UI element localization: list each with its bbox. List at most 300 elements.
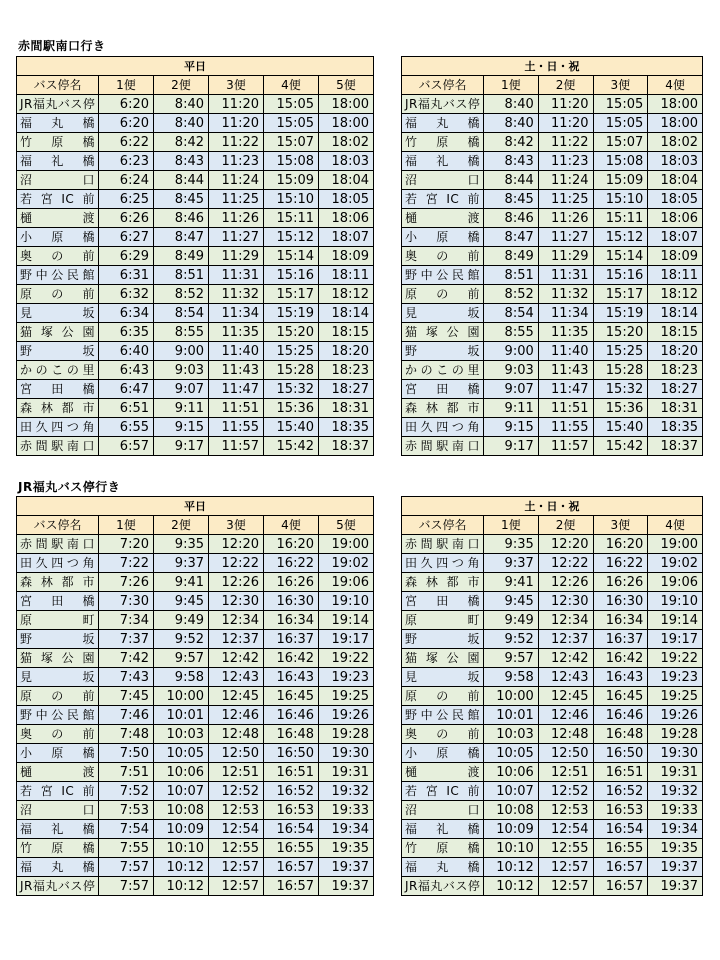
departure-time-cell: 6:25 — [99, 190, 154, 209]
table-row — [17, 668, 374, 687]
group-header: 土・日・祝 — [402, 497, 703, 516]
departure-time-cell: 15:05 — [264, 95, 319, 114]
departure-time-cell: 16:57 — [264, 858, 319, 877]
departure-time-cell: 15:17 — [593, 285, 648, 304]
departure-time-cell: 19:33 — [648, 801, 703, 820]
departure-time-cell: 12:45 — [538, 687, 593, 706]
stop-name-cell: 原の前 — [402, 687, 484, 706]
departure-time-cell: 11:24 — [209, 171, 264, 190]
stop-name-cell: 小原橋 — [402, 744, 484, 763]
group-header: 土・日・祝 — [402, 57, 703, 76]
departure-time-cell: 10:09 — [154, 820, 209, 839]
table-row — [402, 725, 703, 744]
departure-time-cell: 9:37 — [154, 554, 209, 573]
departure-time-cell: 7:43 — [99, 668, 154, 687]
table-row — [402, 247, 703, 266]
stop-name-cell: 見坂 — [17, 304, 99, 323]
departure-time-cell: 11:51 — [538, 399, 593, 418]
departure-time-cell: 10:12 — [484, 858, 539, 877]
table-row — [402, 782, 703, 801]
departure-time-cell: 18:12 — [648, 285, 703, 304]
departure-time-cell: 11:22 — [538, 133, 593, 152]
holiday-timetable-to-akama — [401, 56, 703, 456]
table-row — [402, 171, 703, 190]
stop-name-cell: 小原橋 — [17, 228, 99, 247]
departure-time-cell: 11:31 — [209, 266, 264, 285]
departure-time-cell: 19:30 — [319, 744, 374, 763]
departure-time-cell: 10:01 — [154, 706, 209, 725]
departure-time-cell: 15:10 — [264, 190, 319, 209]
stop-name-cell: 竹原橋 — [17, 839, 99, 858]
departure-time-cell: 19:14 — [319, 611, 374, 630]
departure-time-cell: 8:55 — [484, 323, 539, 342]
departure-time-cell: 11:57 — [209, 437, 264, 456]
departure-time-cell: 12:42 — [538, 649, 593, 668]
departure-time-cell: 11:47 — [538, 380, 593, 399]
table-row — [17, 399, 374, 418]
stop-name-cell: 沼口 — [17, 171, 99, 190]
departure-time-cell: 10:01 — [484, 706, 539, 725]
departure-time-cell: 6:47 — [99, 380, 154, 399]
table-row — [402, 630, 703, 649]
table-row — [17, 763, 374, 782]
departure-time-cell: 16:57 — [264, 877, 319, 896]
departure-time-cell: 9:41 — [154, 573, 209, 592]
departure-time-cell: 12:43 — [538, 668, 593, 687]
column-header: 1便 — [484, 516, 539, 535]
stop-name-cell: 野中公民館 — [17, 266, 99, 285]
stop-name-cell: 野坂 — [17, 342, 99, 361]
departure-time-cell: 11:31 — [538, 266, 593, 285]
table-row — [17, 630, 374, 649]
departure-time-cell: 15:40 — [593, 418, 648, 437]
departure-time-cell: 15:05 — [264, 114, 319, 133]
stop-name-cell: 福礼橋 — [17, 152, 99, 171]
departure-time-cell: 10:12 — [154, 858, 209, 877]
departure-time-cell: 16:52 — [264, 782, 319, 801]
stop-name-cell: 赤間駅南口 — [17, 437, 99, 456]
departure-time-cell: 7:50 — [99, 744, 154, 763]
departure-time-cell: 10:06 — [484, 763, 539, 782]
departure-time-cell: 15:14 — [264, 247, 319, 266]
departure-time-cell: 7:30 — [99, 592, 154, 611]
departure-time-cell: 10:03 — [484, 725, 539, 744]
column-header: 1便 — [99, 76, 154, 95]
column-header: 4便 — [648, 516, 703, 535]
departure-time-cell: 18:31 — [648, 399, 703, 418]
departure-time-cell: 6:23 — [99, 152, 154, 171]
departure-time-cell: 15:05 — [593, 95, 648, 114]
departure-time-cell: 16:42 — [264, 649, 319, 668]
departure-time-cell: 16:53 — [593, 801, 648, 820]
departure-time-cell: 18:03 — [319, 152, 374, 171]
stop-name-cell: 森林都市 — [402, 399, 484, 418]
departure-time-cell: 6:31 — [99, 266, 154, 285]
departure-time-cell: 16:51 — [264, 763, 319, 782]
departure-time-cell: 8:44 — [154, 171, 209, 190]
departure-time-cell: 8:40 — [154, 95, 209, 114]
departure-time-cell: 18:15 — [319, 323, 374, 342]
departure-time-cell: 8:54 — [484, 304, 539, 323]
departure-time-cell: 7:22 — [99, 554, 154, 573]
departure-time-cell: 6:40 — [99, 342, 154, 361]
departure-time-cell: 16:22 — [593, 554, 648, 573]
table-row — [402, 152, 703, 171]
departure-time-cell: 8:40 — [484, 114, 539, 133]
departure-time-cell: 12:48 — [209, 725, 264, 744]
departure-time-cell: 11:43 — [209, 361, 264, 380]
stop-name-cell: 原町 — [402, 611, 484, 630]
table-row — [17, 152, 374, 171]
stop-name-cell: 沼口 — [402, 801, 484, 820]
departure-time-cell: 12:50 — [538, 744, 593, 763]
departure-time-cell: 11:20 — [209, 114, 264, 133]
departure-time-cell: 12:37 — [538, 630, 593, 649]
table-row — [17, 592, 374, 611]
table-row — [17, 171, 374, 190]
stop-name-cell: 奥の前 — [402, 725, 484, 744]
departure-time-cell: 11:29 — [209, 247, 264, 266]
departure-time-cell: 18:04 — [648, 171, 703, 190]
stop-name-cell: 田久四つ角 — [17, 418, 99, 437]
departure-time-cell: 10:00 — [484, 687, 539, 706]
departure-time-cell: 8:42 — [484, 133, 539, 152]
departure-time-cell: 18:09 — [648, 247, 703, 266]
departure-time-cell: 16:50 — [593, 744, 648, 763]
table-row — [17, 304, 374, 323]
departure-time-cell: 15:16 — [593, 266, 648, 285]
departure-time-cell: 15:25 — [264, 342, 319, 361]
column-header: 1便 — [484, 76, 539, 95]
stop-name-cell: 宮田橋 — [17, 380, 99, 399]
departure-time-cell: 16:54 — [264, 820, 319, 839]
table-row — [17, 725, 374, 744]
table-row — [17, 418, 374, 437]
departure-time-cell: 19:06 — [319, 573, 374, 592]
departure-time-cell: 16:45 — [593, 687, 648, 706]
departure-time-cell: 12:52 — [209, 782, 264, 801]
departure-time-cell: 19:37 — [648, 877, 703, 896]
departure-time-cell: 19:25 — [648, 687, 703, 706]
departure-time-cell: 12:54 — [209, 820, 264, 839]
stop-name-cell: 福丸橋 — [402, 858, 484, 877]
departure-time-cell: 18:06 — [648, 209, 703, 228]
table-row — [402, 437, 703, 456]
stop-name-cell: 猫塚公園 — [402, 323, 484, 342]
stop-name-cell: 沼口 — [402, 171, 484, 190]
departure-time-cell: 11:55 — [209, 418, 264, 437]
departure-time-cell: 7:34 — [99, 611, 154, 630]
departure-time-cell: 8:44 — [484, 171, 539, 190]
departure-time-cell: 12:53 — [538, 801, 593, 820]
departure-time-cell: 12:30 — [209, 592, 264, 611]
departure-time-cell: 9:15 — [484, 418, 539, 437]
departure-time-cell: 8:46 — [154, 209, 209, 228]
departure-time-cell: 19:35 — [648, 839, 703, 858]
departure-time-cell: 12:54 — [538, 820, 593, 839]
departure-time-cell: 11:35 — [538, 323, 593, 342]
table-row — [402, 592, 703, 611]
departure-time-cell: 11:20 — [538, 114, 593, 133]
departure-time-cell: 18:00 — [319, 114, 374, 133]
table-row — [402, 573, 703, 592]
departure-time-cell: 15:09 — [593, 171, 648, 190]
departure-time-cell: 8:42 — [154, 133, 209, 152]
departure-time-cell: 10:00 — [154, 687, 209, 706]
column-header: バス停名 — [17, 76, 99, 95]
departure-time-cell: 11:40 — [538, 342, 593, 361]
departure-time-cell: 19:34 — [648, 820, 703, 839]
departure-time-cell: 19:10 — [319, 592, 374, 611]
stop-name-cell: 田久四つ角 — [402, 554, 484, 573]
departure-time-cell: 16:53 — [264, 801, 319, 820]
departure-time-cell: 11:27 — [209, 228, 264, 247]
departure-time-cell: 9:00 — [484, 342, 539, 361]
departure-time-cell: 19:02 — [648, 554, 703, 573]
departure-time-cell: 16:57 — [593, 858, 648, 877]
departure-time-cell: 9:49 — [154, 611, 209, 630]
table-row — [402, 820, 703, 839]
stop-name-cell: 野中公民館 — [402, 266, 484, 285]
departure-time-cell: 9:45 — [484, 592, 539, 611]
departure-time-cell: 6:51 — [99, 399, 154, 418]
departure-time-cell: 12:37 — [209, 630, 264, 649]
holiday-timetable-to-fukumaru — [401, 496, 703, 896]
departure-time-cell: 18:05 — [319, 190, 374, 209]
departure-time-cell: 8:45 — [484, 190, 539, 209]
departure-time-cell: 18:00 — [319, 95, 374, 114]
departure-time-cell: 8:43 — [154, 152, 209, 171]
stop-name-cell: 福丸橋 — [402, 114, 484, 133]
departure-time-cell: 19:23 — [319, 668, 374, 687]
table-row — [17, 706, 374, 725]
departure-time-cell: 15:08 — [593, 152, 648, 171]
column-header: 2便 — [538, 516, 593, 535]
departure-time-cell: 6:20 — [99, 95, 154, 114]
departure-time-cell: 11:20 — [209, 95, 264, 114]
departure-time-cell: 15:40 — [264, 418, 319, 437]
departure-time-cell: 12:55 — [209, 839, 264, 858]
departure-time-cell: 16:37 — [593, 630, 648, 649]
departure-time-cell: 16:48 — [593, 725, 648, 744]
departure-time-cell: 15:08 — [264, 152, 319, 171]
departure-time-cell: 19:31 — [648, 763, 703, 782]
departure-time-cell: 15:12 — [593, 228, 648, 247]
table-row — [402, 839, 703, 858]
departure-time-cell: 19:14 — [648, 611, 703, 630]
departure-time-cell: 6:22 — [99, 133, 154, 152]
departure-time-cell: 12:55 — [538, 839, 593, 858]
table-row — [402, 114, 703, 133]
stop-name-cell: 赤間駅南口 — [17, 535, 99, 554]
departure-time-cell: 18:09 — [319, 247, 374, 266]
stop-name-cell: 福礼橋 — [17, 820, 99, 839]
stop-name-cell: 小原橋 — [17, 744, 99, 763]
departure-time-cell: 18:03 — [648, 152, 703, 171]
column-header: バス停名 — [402, 76, 484, 95]
departure-time-cell: 18:11 — [319, 266, 374, 285]
departure-time-cell: 16:37 — [264, 630, 319, 649]
stop-name-cell: 赤間駅南口 — [402, 535, 484, 554]
departure-time-cell: 9:03 — [154, 361, 209, 380]
departure-time-cell: 8:49 — [484, 247, 539, 266]
departure-time-cell: 18:20 — [319, 342, 374, 361]
departure-time-cell: 15:25 — [593, 342, 648, 361]
departure-time-cell: 7:45 — [99, 687, 154, 706]
departure-time-cell: 12:46 — [538, 706, 593, 725]
departure-time-cell: 9:11 — [154, 399, 209, 418]
departure-time-cell: 6:20 — [99, 114, 154, 133]
table-row — [402, 763, 703, 782]
departure-time-cell: 6:55 — [99, 418, 154, 437]
stop-name-cell: 猫塚公園 — [17, 649, 99, 668]
departure-time-cell: 9:58 — [154, 668, 209, 687]
departure-time-cell: 16:55 — [593, 839, 648, 858]
departure-time-cell: 11:25 — [209, 190, 264, 209]
departure-time-cell: 16:30 — [264, 592, 319, 611]
departure-time-cell: 18:12 — [319, 285, 374, 304]
departure-time-cell: 15:28 — [593, 361, 648, 380]
departure-time-cell: 11:51 — [209, 399, 264, 418]
departure-time-cell: 11:29 — [538, 247, 593, 266]
stop-name-cell: 福丸橋 — [17, 114, 99, 133]
stop-name-cell: 宮田橋 — [402, 592, 484, 611]
departure-time-cell: 15:28 — [264, 361, 319, 380]
table-row — [17, 782, 374, 801]
stop-name-cell: 樋渡 — [402, 209, 484, 228]
departure-time-cell: 7:20 — [99, 535, 154, 554]
table-row — [402, 95, 703, 114]
departure-time-cell: 6:29 — [99, 247, 154, 266]
column-header: 3便 — [209, 516, 264, 535]
departure-time-cell: 6:34 — [99, 304, 154, 323]
departure-time-cell: 9:07 — [154, 380, 209, 399]
departure-time-cell: 11:40 — [209, 342, 264, 361]
departure-time-cell: 7:42 — [99, 649, 154, 668]
stop-name-cell: 若宮IC前 — [402, 782, 484, 801]
departure-time-cell: 8:49 — [154, 247, 209, 266]
departure-time-cell: 19:22 — [319, 649, 374, 668]
departure-time-cell: 11:32 — [538, 285, 593, 304]
departure-time-cell: 15:12 — [264, 228, 319, 247]
column-header: 5便 — [319, 76, 374, 95]
departure-time-cell: 19:23 — [648, 668, 703, 687]
departure-time-cell: 18:35 — [319, 418, 374, 437]
departure-time-cell: 9:03 — [484, 361, 539, 380]
stop-name-cell: 若宮IC前 — [17, 782, 99, 801]
departure-time-cell: 15:17 — [264, 285, 319, 304]
stop-name-cell: 樋渡 — [17, 209, 99, 228]
departure-time-cell: 15:10 — [593, 190, 648, 209]
departure-time-cell: 18:31 — [319, 399, 374, 418]
departure-time-cell: 9:57 — [484, 649, 539, 668]
departure-time-cell: 11:34 — [209, 304, 264, 323]
table-row — [17, 554, 374, 573]
departure-time-cell: 9:52 — [484, 630, 539, 649]
departure-time-cell: 6:43 — [99, 361, 154, 380]
departure-time-cell: 12:22 — [209, 554, 264, 573]
departure-time-cell: 18:02 — [319, 133, 374, 152]
column-header: 4便 — [264, 516, 319, 535]
table-row — [402, 687, 703, 706]
weekday-timetable-to-akama — [16, 56, 374, 456]
table-row — [17, 228, 374, 247]
departure-time-cell: 18:27 — [648, 380, 703, 399]
departure-time-cell: 11:57 — [538, 437, 593, 456]
departure-time-cell: 16:30 — [593, 592, 648, 611]
departure-time-cell: 10:03 — [154, 725, 209, 744]
departure-time-cell: 10:07 — [154, 782, 209, 801]
departure-time-cell: 7:55 — [99, 839, 154, 858]
departure-time-cell: 18:11 — [648, 266, 703, 285]
stop-name-cell: 見坂 — [402, 304, 484, 323]
departure-time-cell: 19:17 — [319, 630, 374, 649]
column-header: 1便 — [99, 516, 154, 535]
departure-time-cell: 16:57 — [593, 877, 648, 896]
departure-time-cell: 16:34 — [264, 611, 319, 630]
stop-name-cell: 奥の前 — [17, 725, 99, 744]
stop-name-cell: 奥の前 — [17, 247, 99, 266]
departure-time-cell: 11:32 — [209, 285, 264, 304]
stop-name-cell: 原の前 — [402, 285, 484, 304]
stop-name-cell: 原の前 — [17, 285, 99, 304]
departure-time-cell: 11:23 — [209, 152, 264, 171]
departure-time-cell: 6:26 — [99, 209, 154, 228]
stop-name-cell: 田久四つ角 — [402, 418, 484, 437]
departure-time-cell: 19:35 — [319, 839, 374, 858]
departure-time-cell: 19:25 — [319, 687, 374, 706]
stop-name-cell: 原町 — [17, 611, 99, 630]
departure-time-cell: 15:19 — [264, 304, 319, 323]
stop-name-cell: 野中公民館 — [402, 706, 484, 725]
departure-time-cell: 6:24 — [99, 171, 154, 190]
departure-time-cell: 18:23 — [319, 361, 374, 380]
departure-time-cell: 10:10 — [484, 839, 539, 858]
departure-time-cell: 19:10 — [648, 592, 703, 611]
column-header: 2便 — [154, 516, 209, 535]
table-row — [17, 437, 374, 456]
departure-time-cell: 8:45 — [154, 190, 209, 209]
departure-time-cell: 18:23 — [648, 361, 703, 380]
departure-time-cell: 9:07 — [484, 380, 539, 399]
stop-name-cell: JR福丸バス停 — [402, 95, 484, 114]
departure-time-cell: 18:00 — [648, 114, 703, 133]
departure-time-cell: 9:00 — [154, 342, 209, 361]
stop-name-cell: 猫塚公園 — [402, 649, 484, 668]
departure-time-cell: 9:49 — [484, 611, 539, 630]
departure-time-cell: 8:51 — [154, 266, 209, 285]
departure-time-cell: 19:31 — [319, 763, 374, 782]
stop-name-cell: 奥の前 — [402, 247, 484, 266]
departure-time-cell: 10:05 — [484, 744, 539, 763]
departure-time-cell: 12:20 — [209, 535, 264, 554]
departure-time-cell: 16:46 — [593, 706, 648, 725]
departure-time-cell: 9:41 — [484, 573, 539, 592]
departure-time-cell: 16:51 — [593, 763, 648, 782]
departure-time-cell: 8:40 — [484, 95, 539, 114]
departure-time-cell: 15:42 — [593, 437, 648, 456]
departure-time-cell: 7:51 — [99, 763, 154, 782]
departure-time-cell: 10:09 — [484, 820, 539, 839]
departure-time-cell: 9:35 — [484, 535, 539, 554]
departure-time-cell: 18:05 — [648, 190, 703, 209]
stop-name-cell: 若宮IC前 — [17, 190, 99, 209]
stop-name-cell: 竹原橋 — [402, 839, 484, 858]
departure-time-cell: 6:32 — [99, 285, 154, 304]
departure-time-cell: 18:27 — [319, 380, 374, 399]
departure-time-cell: 7:52 — [99, 782, 154, 801]
departure-time-cell: 9:11 — [484, 399, 539, 418]
